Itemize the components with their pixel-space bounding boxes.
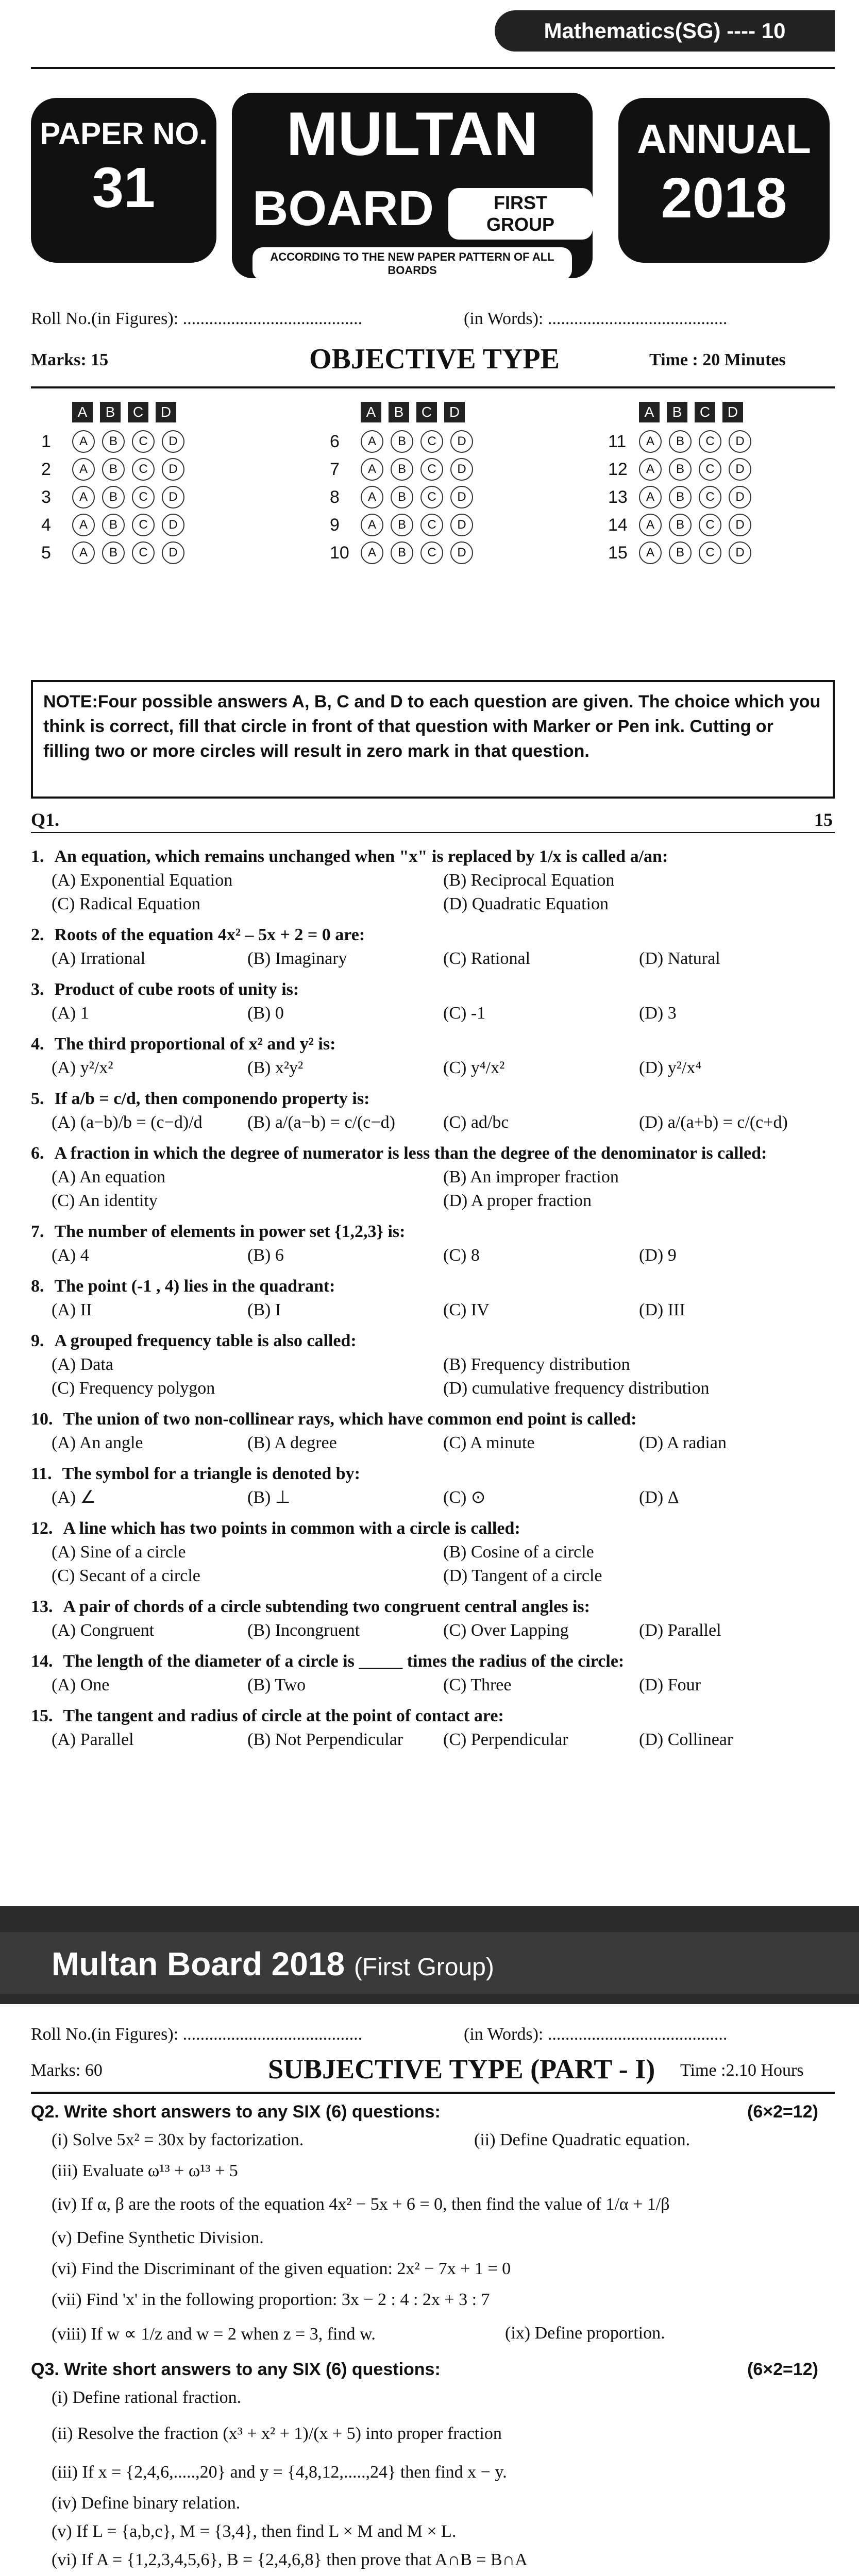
answer-bubble-d[interactable]: D bbox=[162, 486, 184, 509]
mcq-text: The union of two non-collinear rays, which have common end point is called: bbox=[63, 1410, 637, 1429]
answer-bubble-a[interactable]: A bbox=[639, 458, 662, 481]
mcq-list bbox=[31, 845, 835, 1759]
rule-3 bbox=[31, 2092, 835, 2094]
grid-row bbox=[608, 455, 759, 483]
grid-head-a: A bbox=[639, 402, 660, 422]
answer-bubble-d[interactable]: D bbox=[450, 514, 473, 536]
board-line1: MULTAN bbox=[286, 99, 538, 168]
answer-bubble-c[interactable]: C bbox=[420, 486, 443, 509]
answer-bubble-a[interactable]: A bbox=[72, 458, 95, 481]
answer-bubble-a[interactable]: A bbox=[361, 430, 383, 453]
objective-time: Time : 20 Minutes bbox=[649, 350, 786, 369]
mcq-number: 6. bbox=[31, 1144, 44, 1163]
mcq-number: 9. bbox=[31, 1331, 44, 1350]
mcq-number: 8. bbox=[31, 1277, 44, 1296]
answer-bubble-b[interactable]: B bbox=[391, 541, 413, 564]
answer-bubble-d[interactable]: D bbox=[729, 430, 751, 453]
mcq-number: 2. bbox=[31, 925, 44, 944]
mcq-text: An equation, which remains unchanged when "x" is replaced by 1/x is called a/an: bbox=[54, 847, 668, 866]
mcq-number: 13. bbox=[31, 1597, 53, 1616]
subjective-board-title: Multan Board 2018 (First Group) bbox=[52, 1945, 494, 1982]
objective-marks: Marks: 15 bbox=[31, 350, 109, 369]
mcq-text: The number of elements in power set {1,2,3} is: bbox=[54, 1222, 406, 1241]
mcq-option-a: (A) Data bbox=[52, 1355, 113, 1374]
mcq-option-c: (C) Radical Equation bbox=[52, 894, 200, 913]
mcq-number: 1. bbox=[31, 847, 44, 866]
grid-head-b: B bbox=[100, 402, 121, 422]
grid-row-number: 5 bbox=[41, 543, 51, 563]
pattern-note: ACCORDING TO THE NEW PAPER PATTERN OF ALL BOARDS bbox=[252, 247, 572, 280]
mcq-item bbox=[31, 1087, 835, 1134]
grid-row bbox=[41, 455, 192, 483]
mcq-option-d: (D) Natural bbox=[639, 949, 720, 968]
rule-2 bbox=[31, 832, 835, 833]
grid-row bbox=[330, 428, 480, 455]
grid-row-number: 12 bbox=[608, 459, 628, 479]
answer-bubble-b[interactable]: B bbox=[669, 541, 692, 564]
q3-item-4: (iv) Define binary relation. bbox=[52, 2494, 241, 2513]
mcq-option-c: (C) Over Lapping bbox=[443, 1621, 569, 1640]
answer-bubble-b[interactable]: B bbox=[102, 458, 125, 481]
header-rule bbox=[31, 67, 835, 69]
answer-bubble-c[interactable]: C bbox=[699, 430, 721, 453]
q2-item-5: (v) Define Synthetic Division. bbox=[52, 2228, 264, 2247]
mcq-text: The symbol for a triangle is denoted by: bbox=[62, 1464, 360, 1483]
mcq-item bbox=[31, 1408, 835, 1455]
grid-head-b: B bbox=[389, 402, 409, 422]
answer-bubble-a[interactable]: A bbox=[361, 486, 383, 509]
q2-item-4: (iv) If α, β are the roots of the equation 4x² − 5x + 6 = 0, then find the value of 1/α + 1/β bbox=[52, 2195, 670, 2214]
answer-bubble-a[interactable]: A bbox=[639, 541, 662, 564]
grid-row-number: 1 bbox=[41, 431, 51, 451]
mcq-option-d: (D) A proper fraction bbox=[443, 1191, 592, 1210]
answer-bubble-c[interactable]: C bbox=[420, 430, 443, 453]
answer-bubble-c[interactable]: C bbox=[132, 458, 155, 481]
answer-bubble-d[interactable]: D bbox=[450, 486, 473, 509]
grid-row bbox=[41, 539, 192, 567]
mcq-option-c: (C) ad/bc bbox=[443, 1113, 509, 1132]
answer-grid-col2 bbox=[330, 402, 480, 567]
grid-head-c: C bbox=[416, 402, 437, 422]
mcq-text: A line which has two points in common with a circle is called: bbox=[63, 1519, 520, 1538]
mcq-text: Product of cube roots of unity is: bbox=[54, 980, 299, 999]
mcq-option-b: (B) 0 bbox=[247, 1004, 284, 1023]
mcq-item bbox=[31, 1220, 835, 1267]
sub-time: Time :2.10 Hours bbox=[680, 2061, 804, 2080]
answer-bubble-c[interactable]: C bbox=[132, 486, 155, 509]
grid-row bbox=[330, 483, 480, 511]
sub-title: SUBJECTIVE TYPE (PART - I) bbox=[268, 2054, 655, 2084]
mcq-option-b: (B) Frequency distribution bbox=[443, 1355, 630, 1374]
mcq-option-b: (B) A degree bbox=[247, 1433, 337, 1452]
mcq-question bbox=[31, 1408, 835, 1431]
objective-title: OBJECTIVE TYPE bbox=[309, 343, 560, 375]
mcq-item bbox=[31, 1032, 835, 1080]
mcq-item bbox=[31, 1595, 835, 1642]
answer-bubble-c[interactable]: C bbox=[699, 541, 721, 564]
grid-head-a: A bbox=[361, 402, 381, 422]
q3-item-1: (i) Define rational fraction. bbox=[52, 2388, 242, 2407]
answer-bubble-b[interactable]: B bbox=[669, 458, 692, 481]
mcq-text: The tangent and radius of circle at the point of contact are: bbox=[63, 1706, 504, 1725]
answer-bubble-a[interactable]: A bbox=[72, 514, 95, 536]
answer-bubble-d[interactable]: D bbox=[450, 430, 473, 453]
q3-item-6: (vi) If A = {1,2,3,4,5,6}, B = {2,4,6,8} then prove that A∩B = B∩A bbox=[52, 2550, 528, 2569]
mcq-item bbox=[31, 923, 835, 971]
mcq-number: 5. bbox=[31, 1089, 44, 1108]
grid-row-number: 11 bbox=[608, 431, 627, 451]
mcq-option-d: (D) a/(a+b) = c/(c+d) bbox=[639, 1113, 788, 1132]
mcq-option-a: (A) An equation bbox=[52, 1167, 165, 1187]
grid-row bbox=[330, 539, 480, 567]
q2-item-7: (vii) Find 'x' in the following proportion: 3x − 2 : 4 : 2x + 3 : 7 bbox=[52, 2290, 490, 2309]
mcq-option-a: (A) ∠ bbox=[52, 1488, 96, 1507]
grid-row-number: 2 bbox=[41, 459, 51, 479]
objective-note: NOTE:Four possible answers A, B, C and D to each question are given. The choice which you think is correct, fill that circle in front of that question with Marker or Pen ink. Cutting or filling two or more circles will result in zero mark in that question. bbox=[31, 680, 835, 799]
q3-item-5: (v) If L = {a,b,c}, M = {3,4}, then find L × M and M × L. bbox=[52, 2522, 457, 2541]
mcq-option-a: (A) II bbox=[52, 1300, 92, 1319]
answer-bubble-c[interactable]: C bbox=[132, 541, 155, 564]
mcq-option-d: (D) Collinear bbox=[639, 1730, 733, 1749]
mcq-question bbox=[31, 1329, 835, 1353]
q2-item-2: (ii) Define Quadratic equation. bbox=[474, 2130, 690, 2149]
mcq-option-a: (A) Sine of a circle bbox=[52, 1543, 186, 1562]
mcq-item bbox=[31, 978, 835, 1025]
paper-number: 31 bbox=[92, 156, 156, 219]
answer-grid-col3 bbox=[608, 402, 759, 567]
mcq-item bbox=[31, 1650, 835, 1697]
answer-bubble-a[interactable]: A bbox=[72, 430, 95, 453]
mcq-question bbox=[31, 845, 835, 869]
mcq-option-c: (C) Frequency polygon bbox=[52, 1379, 215, 1398]
answer-bubble-b[interactable]: B bbox=[391, 514, 413, 536]
answer-bubble-d[interactable]: D bbox=[162, 514, 184, 536]
rule-1 bbox=[31, 386, 835, 388]
grid-head-d: D bbox=[722, 402, 743, 422]
paper-number-box bbox=[31, 98, 216, 263]
mcq-option-b: (B) An improper fraction bbox=[443, 1167, 619, 1187]
mcq-question bbox=[31, 1595, 835, 1619]
answer-bubble-b[interactable]: B bbox=[391, 430, 413, 453]
answer-bubble-c[interactable]: C bbox=[699, 514, 721, 536]
mcq-text: A pair of chords of a circle subtending two congruent central angles is: bbox=[63, 1597, 590, 1616]
answer-bubble-c[interactable]: C bbox=[699, 458, 721, 481]
mcq-question bbox=[31, 1650, 835, 1673]
grid-head-d: D bbox=[156, 402, 176, 422]
answer-bubble-a[interactable]: A bbox=[361, 541, 383, 564]
mcq-option-d: (D) Parallel bbox=[639, 1621, 721, 1640]
mcq-question bbox=[31, 1462, 835, 1486]
mcq-option-a: (A) Exponential Equation bbox=[52, 871, 233, 890]
answer-bubble-d[interactable]: D bbox=[729, 486, 751, 509]
mcq-number: 11. bbox=[31, 1464, 52, 1483]
mcq-item bbox=[31, 1329, 835, 1400]
annual-box bbox=[618, 98, 830, 263]
mcq-question bbox=[31, 1142, 835, 1165]
mcq-question bbox=[31, 923, 835, 947]
grid-row-number: 13 bbox=[608, 487, 628, 507]
answer-bubble-b[interactable]: B bbox=[669, 486, 692, 509]
roll-no-label: Roll No.(in Figures): ......................................... bbox=[31, 309, 363, 328]
mcq-option-d: (D) Tangent of a circle bbox=[443, 1566, 602, 1585]
grid-row bbox=[608, 428, 759, 455]
mcq-option-b: (B) Not Perpendicular bbox=[247, 1730, 403, 1749]
mcq-text: Roots of the equation 4x² – 5x + 2 = 0 are: bbox=[54, 925, 365, 944]
answer-bubble-a[interactable]: A bbox=[72, 486, 95, 509]
mcq-option-c: (C) Secant of a circle bbox=[52, 1566, 200, 1585]
grid-row-number: 7 bbox=[330, 459, 340, 479]
mcq-option-a: (A) 1 bbox=[52, 1004, 89, 1023]
grid-head-b: B bbox=[667, 402, 687, 422]
mcq-item bbox=[31, 1704, 835, 1752]
answer-bubble-b[interactable]: B bbox=[102, 486, 125, 509]
mcq-option-b: (B) 6 bbox=[247, 1246, 284, 1265]
answer-bubble-a[interactable]: A bbox=[361, 514, 383, 536]
sub-marks: Marks: 60 bbox=[31, 2061, 103, 2080]
mcq-option-c: (C) A minute bbox=[443, 1433, 535, 1452]
annual-label: ANNUAL bbox=[637, 116, 811, 162]
answer-bubble-d[interactable]: D bbox=[162, 430, 184, 453]
mcq-option-c: (C) Rational bbox=[443, 949, 531, 968]
mcq-option-d: (D) 3 bbox=[639, 1004, 677, 1023]
q2-marks: (6×2=12) bbox=[747, 2102, 818, 2122]
in-words-label: (in Words): ......................................... bbox=[464, 309, 728, 328]
grid-head-a: A bbox=[72, 402, 93, 422]
mcq-option-a: (A) Parallel bbox=[52, 1730, 134, 1749]
answer-bubble-c[interactable]: C bbox=[132, 514, 155, 536]
grid-row bbox=[330, 455, 480, 483]
grid-row bbox=[41, 428, 192, 455]
mcq-text: If a/b = c/d, then componendo property is: bbox=[54, 1089, 370, 1108]
grid-head-d: D bbox=[444, 402, 465, 422]
mcq-text: The point (-1 , 4) lies in the quadrant: bbox=[54, 1277, 335, 1296]
answer-bubble-a[interactable]: A bbox=[639, 486, 662, 509]
mcq-option-d: (D) y²/x⁴ bbox=[639, 1058, 702, 1077]
q3-heading: Q3. Write short answers to any SIX (6) questions: bbox=[31, 2360, 441, 2379]
mcq-option-d: (D) 9 bbox=[639, 1246, 677, 1265]
mcq-option-b: (B) Incongruent bbox=[247, 1621, 360, 1640]
mcq-number: 7. bbox=[31, 1222, 44, 1241]
mcq-option-d: (D) III bbox=[639, 1300, 685, 1319]
mcq-question bbox=[31, 1517, 835, 1540]
subjective-banner bbox=[0, 1906, 859, 2004]
mcq-text: The third proportional of x² and y² is: bbox=[54, 1035, 336, 1054]
q2-item-6: (vi) Find the Discriminant of the given equation: 2x² − 7x + 1 = 0 bbox=[52, 2259, 511, 2278]
mcq-option-a: (A) Irrational bbox=[52, 949, 146, 968]
mcq-question bbox=[31, 1220, 835, 1244]
mcq-text: The length of the diameter of a circle is _____ times the radius of the circle: bbox=[63, 1652, 625, 1671]
sub-roll-no: Roll No.(in Figures): ......................................... bbox=[31, 2025, 363, 2044]
answer-bubble-b[interactable]: B bbox=[102, 430, 125, 453]
answer-bubble-d[interactable]: D bbox=[729, 514, 751, 536]
sub-in-words: (in Words): ......................................... bbox=[464, 2025, 728, 2044]
answer-bubble-d[interactable]: D bbox=[450, 458, 473, 481]
q2-item-3: (iii) Evaluate ω¹³ + ω¹³ + 5 bbox=[52, 2161, 238, 2180]
q3-marks: (6×2=12) bbox=[747, 2360, 818, 2379]
mcq-option-c: (C) ⊙ bbox=[443, 1488, 486, 1507]
mcq-question bbox=[31, 1032, 835, 1056]
annual-year: 2018 bbox=[661, 166, 787, 230]
mcq-text: A fraction in which the degree of numerator is less than the degree of the denominator is called: bbox=[54, 1144, 767, 1163]
mcq-option-c: (C) Perpendicular bbox=[443, 1730, 568, 1749]
answer-bubble-a[interactable]: A bbox=[72, 541, 95, 564]
grid-row-number: 8 bbox=[330, 487, 340, 507]
answer-bubble-a[interactable]: A bbox=[361, 458, 383, 481]
answer-bubble-c[interactable]: C bbox=[420, 541, 443, 564]
board-box bbox=[232, 93, 593, 278]
mcq-option-c: (C) y⁴/x² bbox=[443, 1058, 505, 1077]
answer-bubble-c[interactable]: C bbox=[420, 458, 443, 481]
answer-bubble-d[interactable]: D bbox=[729, 458, 751, 481]
group-badge: FIRST GROUP bbox=[448, 188, 593, 240]
q2-item-1: (i) Solve 5x² = 30x by factorization. bbox=[52, 2130, 304, 2149]
grid-head-c: C bbox=[128, 402, 148, 422]
mcq-number: 10. bbox=[31, 1410, 53, 1429]
mcq-option-c: (C) -1 bbox=[443, 1004, 486, 1023]
mcq-option-b: (B) x²y² bbox=[247, 1058, 304, 1077]
grid-head-c: C bbox=[695, 402, 715, 422]
mcq-number: 4. bbox=[31, 1035, 44, 1054]
mcq-number: 3. bbox=[31, 980, 44, 999]
mcq-option-c: (C) IV bbox=[443, 1300, 490, 1319]
q3-item-3: (iii) If x = {2,4,6,.....,20} and y = {4,8,12,.....,24} then find x − y. bbox=[52, 2463, 507, 2482]
mcq-option-a: (A) One bbox=[52, 1675, 110, 1694]
answer-bubble-d[interactable]: D bbox=[162, 458, 184, 481]
grid-row bbox=[41, 483, 192, 511]
mcq-question bbox=[31, 1275, 835, 1298]
answer-bubble-a[interactable]: A bbox=[639, 514, 662, 536]
grid-row-number: 4 bbox=[41, 515, 51, 535]
grid-row-number: 14 bbox=[608, 515, 628, 535]
grid-row-number: 10 bbox=[330, 543, 349, 563]
answer-bubble-b[interactable]: B bbox=[391, 458, 413, 481]
mcq-item bbox=[31, 1517, 835, 1588]
grid-row-number: 15 bbox=[608, 543, 628, 563]
grid-row bbox=[608, 511, 759, 539]
q3-item-2: (ii) Resolve the fraction (x³ + x² + 1)/(x + 5) into proper fraction bbox=[52, 2424, 502, 2443]
mcq-option-b: (B) I bbox=[247, 1300, 281, 1319]
answer-bubble-b[interactable]: B bbox=[669, 514, 692, 536]
grid-row-number: 9 bbox=[330, 515, 340, 535]
q1-label: Q1. bbox=[31, 809, 60, 830]
mcq-item bbox=[31, 1142, 835, 1213]
answer-bubble-c[interactable]: C bbox=[420, 514, 443, 536]
mcq-number: 14. bbox=[31, 1652, 53, 1671]
mcq-option-d: (D) Four bbox=[639, 1675, 701, 1694]
mcq-option-b: (B) ⊥ bbox=[247, 1488, 291, 1507]
mcq-option-c: (C) 8 bbox=[443, 1246, 480, 1265]
mcq-option-c: (C) An identity bbox=[52, 1191, 158, 1210]
grid-row bbox=[608, 483, 759, 511]
mcq-option-b: (B) Imaginary bbox=[247, 949, 347, 968]
board-line2: BOARD bbox=[252, 181, 434, 236]
subject-tag: Mathematics(SG) ---- 10 bbox=[495, 10, 835, 52]
mcq-option-a: (A) Congruent bbox=[52, 1621, 155, 1640]
mcq-option-c: (C) Three bbox=[443, 1675, 512, 1694]
q2-item-9: (ix) Define proportion. bbox=[505, 2324, 665, 2343]
mcq-option-d: (D) A radian bbox=[639, 1433, 727, 1452]
mcq-item bbox=[31, 845, 835, 916]
answer-bubble-c[interactable]: C bbox=[132, 430, 155, 453]
q2-heading: Q2. Write short answers to any SIX (6) questions: bbox=[31, 2102, 441, 2122]
mcq-option-b: (B) Cosine of a circle bbox=[443, 1543, 594, 1562]
mcq-option-a: (A) 4 bbox=[52, 1246, 89, 1265]
mcq-option-a: (A) An angle bbox=[52, 1433, 143, 1452]
answer-bubble-a[interactable]: A bbox=[639, 430, 662, 453]
mcq-item bbox=[31, 1275, 835, 1322]
mcq-option-d: (D) Δ bbox=[639, 1488, 679, 1507]
q2-item-8: (viii) If w ∝ 1/z and w = 2 when z = 3, find w. bbox=[52, 2325, 376, 2344]
mcq-question bbox=[31, 1087, 835, 1111]
mcq-option-a: (A) y²/x² bbox=[52, 1058, 113, 1077]
mcq-option-d: (D) Quadratic Equation bbox=[443, 894, 609, 913]
answer-bubble-b[interactable]: B bbox=[102, 541, 125, 564]
answer-grid-col1 bbox=[41, 402, 192, 567]
answer-bubble-d[interactable]: D bbox=[729, 541, 751, 564]
grid-row-number: 6 bbox=[330, 431, 340, 451]
answer-bubble-b[interactable]: B bbox=[391, 486, 413, 509]
grid-row-number: 3 bbox=[41, 487, 51, 507]
mcq-question bbox=[31, 978, 835, 1002]
mcq-option-b: (B) Two bbox=[247, 1675, 306, 1694]
answer-bubble-b[interactable]: B bbox=[102, 514, 125, 536]
grid-row bbox=[41, 511, 192, 539]
mcq-option-b: (B) a/(a−b) = c/(c−d) bbox=[247, 1113, 395, 1132]
grid-row bbox=[330, 511, 480, 539]
answer-bubble-c[interactable]: C bbox=[699, 486, 721, 509]
answer-bubble-d[interactable]: D bbox=[450, 541, 473, 564]
mcq-option-b: (B) Reciprocal Equation bbox=[443, 871, 615, 890]
mcq-item bbox=[31, 1462, 835, 1510]
mcq-option-a: (A) (a−b)/b = (c−d)/d bbox=[52, 1113, 203, 1132]
mcq-number: 15. bbox=[31, 1706, 53, 1725]
mcq-question bbox=[31, 1704, 835, 1728]
paper-label: PAPER NO. bbox=[40, 116, 208, 151]
answer-bubble-b[interactable]: B bbox=[669, 430, 692, 453]
grid-row bbox=[608, 539, 759, 567]
mcq-option-d: (D) cumulative frequency distribution bbox=[443, 1379, 710, 1398]
mcq-text: A grouped frequency table is also called: bbox=[54, 1331, 357, 1350]
q1-marks: 15 bbox=[814, 809, 833, 830]
mcq-number: 12. bbox=[31, 1519, 53, 1538]
answer-bubble-d[interactable]: D bbox=[162, 541, 184, 564]
